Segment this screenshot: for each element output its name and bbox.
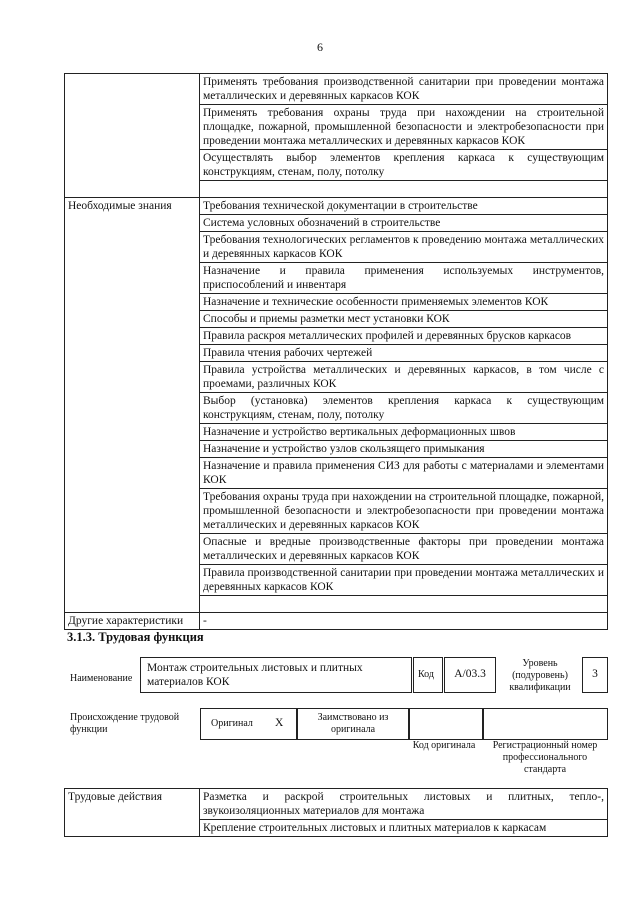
code-original-box	[408, 708, 484, 740]
original-label: Оригинал	[211, 718, 253, 729]
table-row-text: Требования охраны труда при нахождении на строительной площадке, пожарной, промышленной безопасности и электробезопасности при проведении монтажа металлических и деревянных каркасов КОК	[200, 489, 608, 534]
code-label: Код	[418, 669, 434, 680]
code-label-box	[413, 657, 443, 693]
code-value-box	[444, 657, 496, 693]
row-label: Необходимые знания	[65, 198, 200, 613]
name-label: Наименование	[70, 673, 133, 684]
action-row: Крепление строительных листовых и плитных материалов к каркасам	[200, 820, 608, 837]
table-row-text: Система условных обозначений в строительстве	[200, 215, 608, 232]
table-row-text: Назначение и правила применения используемых инструментов, приспособлений и инвентаря	[200, 263, 608, 294]
reg-number-box	[482, 708, 608, 740]
table-row-text: Правила производственной санитарии при проведении монтажа металлических и деревянных каркасов КОК	[200, 565, 608, 596]
level-value-box	[582, 657, 608, 693]
borrowed-box	[296, 708, 410, 740]
borrowed-label: Заимствовано из оригинала	[317, 712, 389, 735]
page-number: 6	[317, 40, 323, 54]
table-row-text: Правила чтения рабочих чертежей	[200, 345, 608, 362]
table-row-text: Назначение и технические особенности применяемых элементов КОК	[200, 294, 608, 311]
section-heading: 3.1.3. Трудовая функция	[67, 630, 204, 644]
level-value: 3	[592, 668, 598, 680]
code-value: А/03.3	[454, 668, 486, 680]
table-row-text: Назначение и устройство узлов скользящего примыкания	[200, 441, 608, 458]
table-row-text: Назначение и правила применения СИЗ для работы с материалами и элементами КОК	[200, 458, 608, 489]
table-row-text: Правила раскроя металлических профилей и деревянных брусков каркасов	[200, 328, 608, 345]
table-row-text	[200, 596, 608, 613]
knowledge-table	[64, 73, 608, 630]
table-row-text: Применять требования производственной санитарии при проведении монтажа металлических и деревянных каркасов КОК	[200, 74, 608, 105]
reg-number-label: Регистрационный номер профессионального стандарта	[492, 740, 598, 775]
table-row-text: Осуществлять выбор элементов крепления каркаса к существующим конструкциям, стенам, полу, потолку	[200, 150, 608, 181]
actions-table	[64, 788, 608, 837]
table-row-text: Назначение и устройство вертикальных деформационных швов	[200, 424, 608, 441]
row-label: Другие характеристики	[65, 613, 200, 630]
actions-label: Трудовые действия	[65, 789, 200, 837]
table-row-text: Способы и приемы разметки мест установки КОК	[200, 311, 608, 328]
table-row-text: Применять требования охраны труда при нахождении на строительной площадке, пожарной, промышленной безопасности и электробезопасности при проведении монтажа металлических и деревянных каркасов КОК	[200, 105, 608, 150]
name-value: Монтаж строительных листовых и плитных материалов КОК	[147, 662, 363, 688]
action-row: Разметка и раскрой строительных листовых и плитных, тепло-, звукоизоляционных материалов для монтажа	[200, 789, 608, 820]
origin-label: Происхождение трудовой функции	[70, 712, 180, 735]
original-mark: X	[275, 717, 284, 729]
code-original-label: Код оригинала	[412, 740, 476, 751]
table-row-text	[200, 181, 608, 198]
original-box	[200, 708, 298, 740]
table-row-text: Требования технологических регламентов к проведению монтажа металлических и деревянных каркасов КОК	[200, 232, 608, 263]
name-value-box	[140, 657, 412, 693]
table-row-text: Правила устройства металлических и деревянных каркасов, в том числе с проемами, различных КОК	[200, 362, 608, 393]
table-row-text: Требования технической документации в строительстве	[200, 198, 608, 215]
row-label	[65, 74, 200, 198]
table-row-text: Выбор (установка) элементов крепления каркаса к существующим конструкциям, стенам, полу, потолку	[200, 393, 608, 424]
table-row-text: -	[200, 613, 608, 630]
table-row-text: Опасные и вредные производственные факторы при проведении монтажа металлических и деревянных каркасов КОК	[200, 534, 608, 565]
level-label: Уровень (подуровень) квалификации	[509, 658, 571, 693]
